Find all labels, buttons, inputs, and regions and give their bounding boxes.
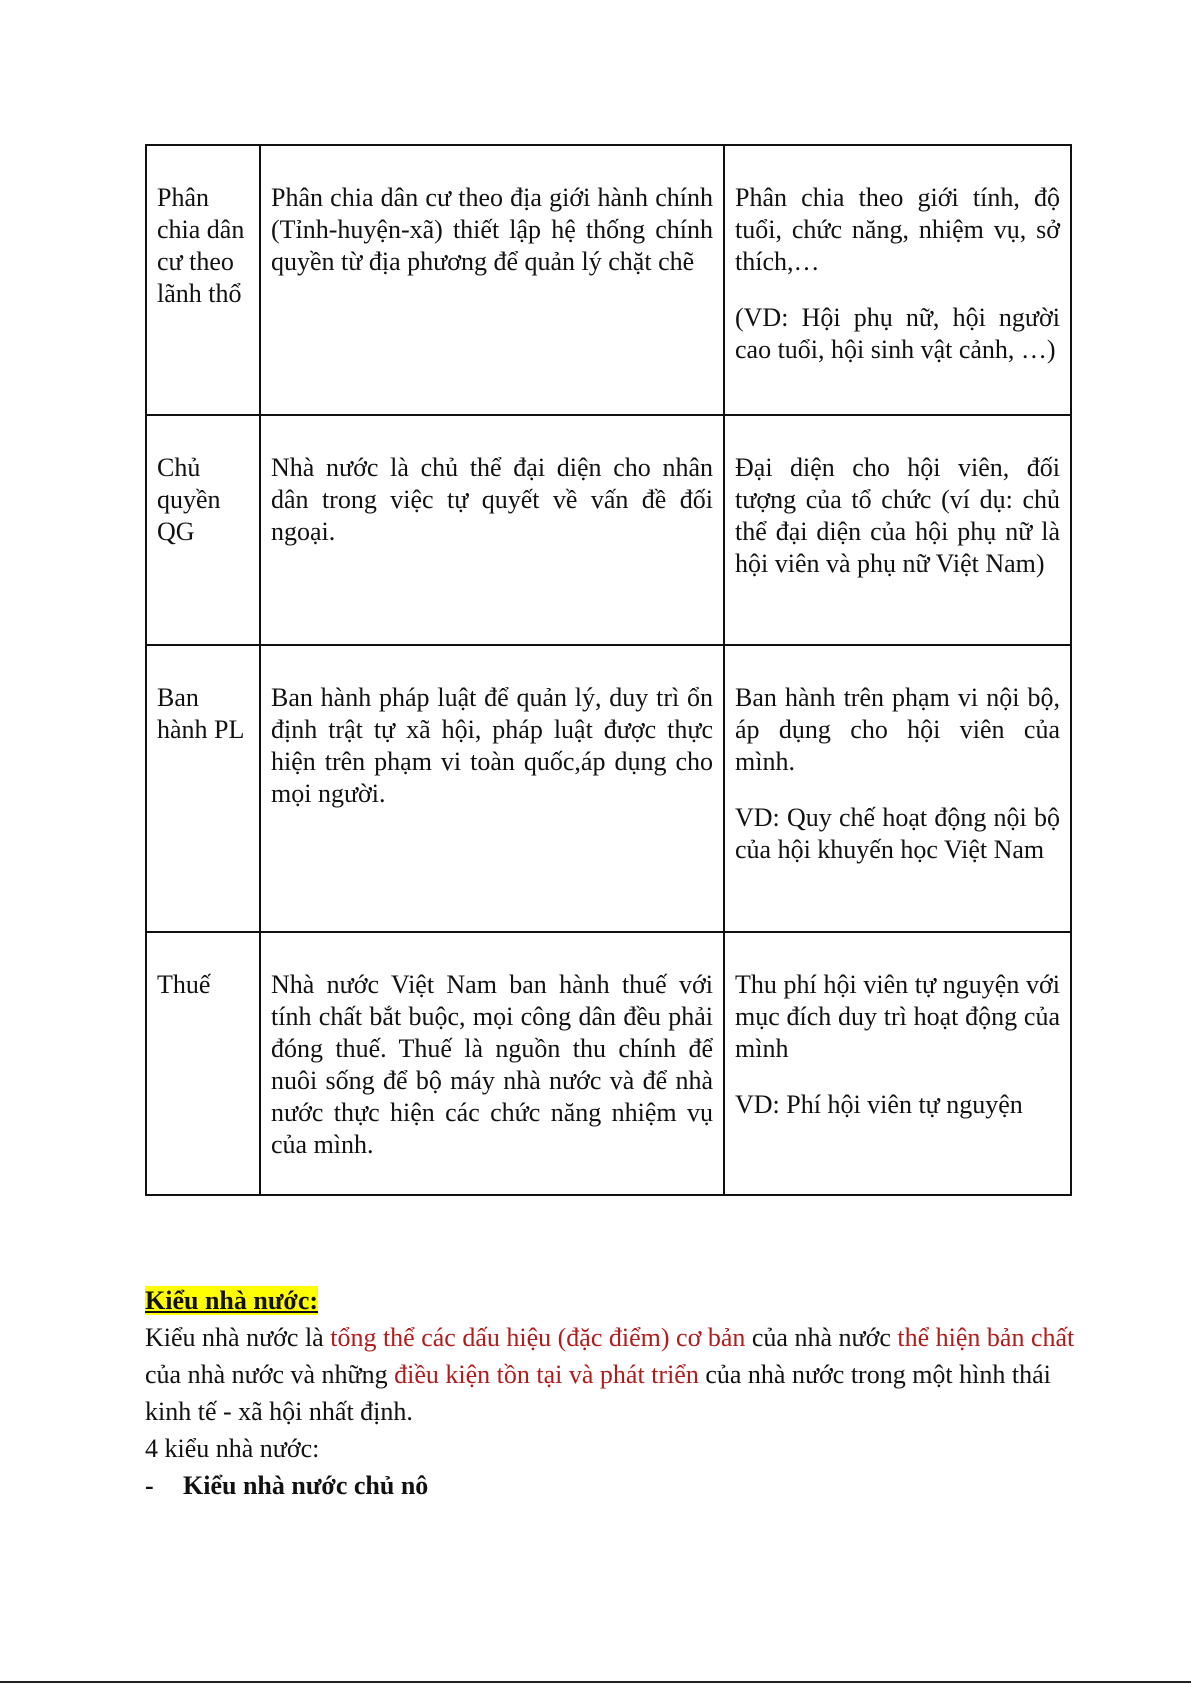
count-line: 4 kiểu nhà nước: [145,1434,320,1463]
definition-text: của nhà nước và những [145,1360,395,1389]
table-row [146,645,1071,932]
emphasis-text: thể hiện bản chất [897,1323,1075,1352]
cell-paragraph: (VD: Hội phụ nữ, hội người cao tuổi, hội sinh vật cảnh, …) [735,303,1060,364]
cell-paragraph: Ban hành pháp luật để quản lý, duy trì ổn định trật tự xã hội, pháp luật được thực hiện trên phạm vi toàn quốc,áp dụng cho mọi người. [271,683,713,808]
criterion-cell: Thuế [146,932,260,1195]
definition-text: của nhà nước trong một hình thái kinh tế - xã hội nhất định. [145,1360,1051,1426]
organization-cell [724,932,1071,1195]
list-item-text: Kiểu nhà nước chủ nô [183,1471,429,1500]
criterion-cell: Chủ quyền QG [146,415,260,645]
comparison-table [145,144,1072,1196]
cell-paragraph: Nhà nước Việt Nam ban hành thuế với tính chất bắt buộc, mọi công dân đều phải đóng thuế. Thuế là nguồn thu chính để nuôi sống để bộ máy nhà nước và để nhà nước thực hiện các chức năng nhiệm vụ của mình. [271,970,713,1159]
definition-text: Kiểu nhà nước là [145,1323,331,1352]
section-heading: Kiểu nhà nước: [145,1286,319,1315]
bullet-marker: - [145,1471,154,1500]
state-cell [260,145,724,415]
criterion-cell: Ban hành PL [146,645,260,932]
page-bottom-rule [0,1681,1191,1683]
cell-paragraph: Thu phí hội viên tự nguyện với mục đích duy trì hoạt động của mình [735,970,1060,1063]
cell-paragraph: Đại diện cho hội viên, đối tượng của tổ chức (ví dụ: chủ thể đại diện của hội phụ nữ là hội viên và phụ nữ Việt Nam) [735,453,1060,578]
cell-paragraph: Nhà nước là chủ thể đại diện cho nhân dân trong việc tự quyết về vấn đề đối ngoại. [271,453,713,546]
definition-paragraph [145,1319,1075,1430]
cell-paragraph: Ban hành trên phạm vi nội bộ, áp dụng cho hội viên của mình. [735,683,1060,776]
state-cell [260,415,724,645]
state-cell [260,932,724,1195]
table-row [146,932,1071,1195]
cell-paragraph: Phân chia theo giới tính, độ tuổi, chức năng, nhiệm vụ, sở thích,… [735,183,1060,276]
cell-paragraph: Phân chia dân cư theo địa giới hành chính (Tỉnh-huyện-xã) thiết lập hệ thống chính quyền từ địa phương để quản lý chặt chẽ [271,183,713,276]
organization-cell [724,145,1071,415]
table-row [146,145,1071,415]
emphasis-text: tổng thể các dấu hiệu (đặc điểm) cơ bản [330,1323,746,1352]
emphasis-text: điều kiện tồn tại và phát triển [394,1360,699,1389]
organization-cell [724,645,1071,932]
table-row [146,415,1071,645]
state-cell [260,645,724,932]
cell-paragraph: VD: Phí hội viên tự nguyện [735,1090,1023,1119]
definition-text: của nhà nước [745,1323,898,1352]
criterion-cell: Phân chia dân cư theo lãnh thổ [146,145,260,415]
list-item [145,1467,1075,1504]
cell-paragraph: VD: Quy chế hoạt động nội bộ của hội khuyến học Việt Nam [735,803,1060,864]
organization-cell [724,415,1071,645]
state-type-section [145,1282,1075,1504]
